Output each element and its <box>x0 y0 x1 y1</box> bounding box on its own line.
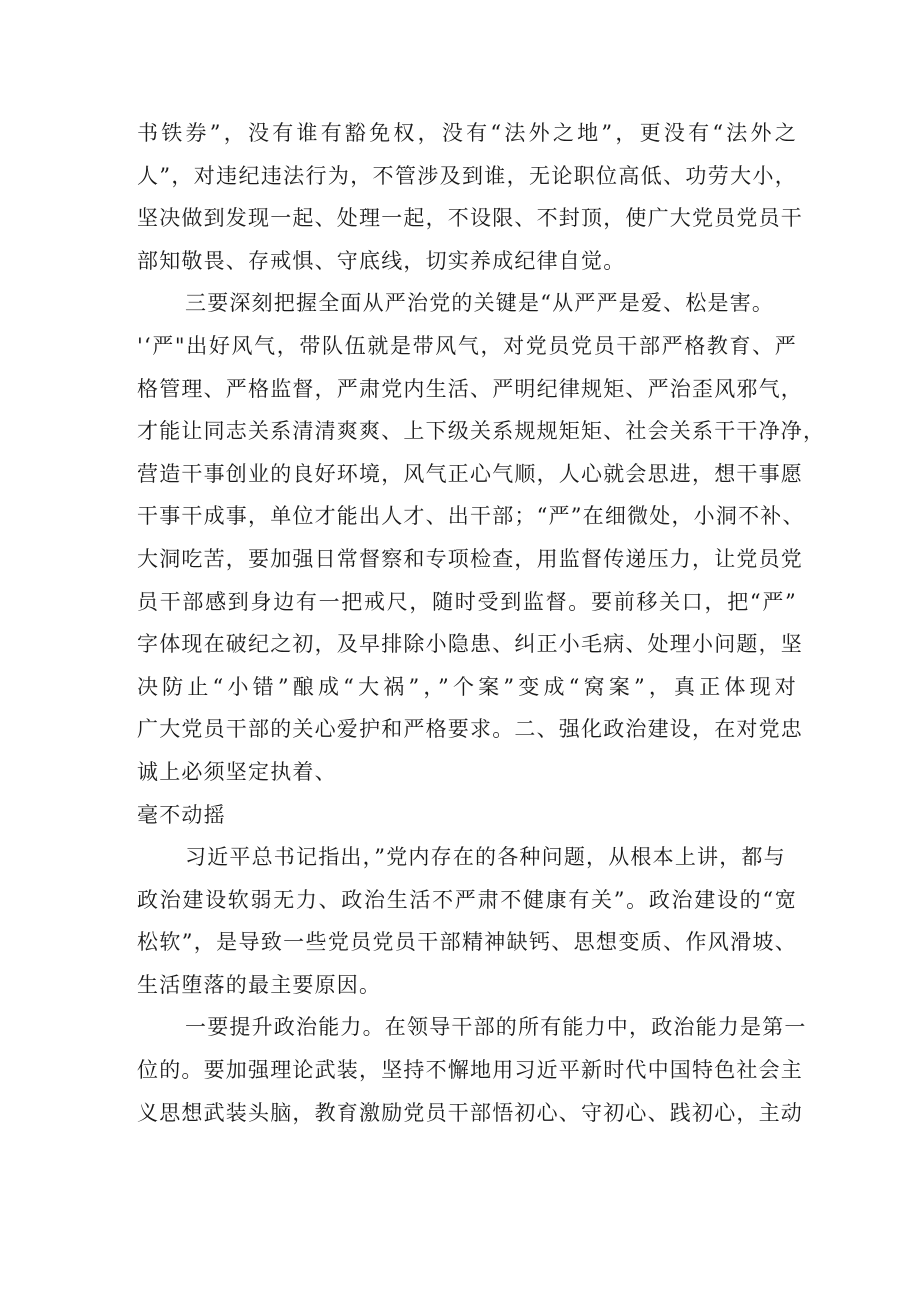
text-line: 干事干成事，单位才能出人才、出干部；“严”在细微处，小洞不补、 <box>137 504 805 529</box>
text-line: 诚上必须坚定执着、 <box>137 759 337 784</box>
text-line: 格管理、严格监督，严肃党内生活、严明纪律规矩、严治歪风邪气， <box>137 376 803 401</box>
text-line: 人”，对违纪违法行为，不管涉及到谁，无论职位高低、功劳大小， <box>137 163 797 188</box>
text-line: 毫不动摇 <box>137 802 226 827</box>
text-line: 决防止“小错”酿成“大祸”，”个案”变成“窝案”，真正体现对 <box>137 674 797 699</box>
text-line: 三要深刻把握全面从严治党的关键是“从严严是爱、松是害。 <box>185 291 775 316</box>
text-line: 习近平总书记指出，”党内存在的各种问题，从根本上讲，都与 <box>185 845 786 870</box>
text-line: 松软”，是导致一些党员党员干部精神缺钙、思想变质、作风滑坡、 <box>137 930 797 955</box>
text-line: 一要提升政治能力。在领导干部的所有能力中，政治能力是第一 <box>185 1015 807 1040</box>
text-line: 义思想武装头脑，教育激励党员干部悟初心、守初心、践初心，主动 <box>137 1100 803 1125</box>
text-line: 字体现在破纪之初，及早排除小隐患、纠正小毛病、处理小问题，坚 <box>137 632 803 657</box>
text-line: 员干部感到身边有一把戒尺，随时受到监督。要前移关口，把“严” <box>137 589 797 614</box>
text-line: 才能让同志关系清清爽爽、上下级关系规规矩矩、社会关系干干净净， <box>137 419 826 444</box>
text-line: 书铁券”，没有谁有豁免权，没有“法外之地”，更没有“法外之 <box>137 121 797 145</box>
text-line: 政治建设软弱无力、政治生活不严肃不健康有关”。政治建设的“宽 <box>137 887 797 912</box>
text-line: '‘严"出好风气，带队伍就是带风气，对党员党员干部严格教育、严 <box>137 333 797 358</box>
text-line: 生活堕落的最主要原因。 <box>137 972 382 997</box>
text-line: 大洞吃苦，要加强日常督察和专项检查，用监督传递压力，让党员党 <box>137 546 803 571</box>
body-text <box>137 112 826 1134</box>
text-line: 广大党员干部的关心爱护和严格要求。二、强化政治建设，在对党忠 <box>137 717 803 742</box>
text-line: 部知敬畏、存戒惧、守底线，切实养成纪律自觉。 <box>137 248 626 273</box>
text-line: 营造干事创业的良好环境，风气正心气顺，人心就会思进，想干事愿 <box>137 461 803 486</box>
text-line: 坚决做到发现一起、处理一起，不设限、不封顶，使广大党员党员干 <box>137 206 803 231</box>
text-line: 位的。要加强理论武装，坚持不懈地用习近平新时代中国特色社会主 <box>137 1058 803 1083</box>
